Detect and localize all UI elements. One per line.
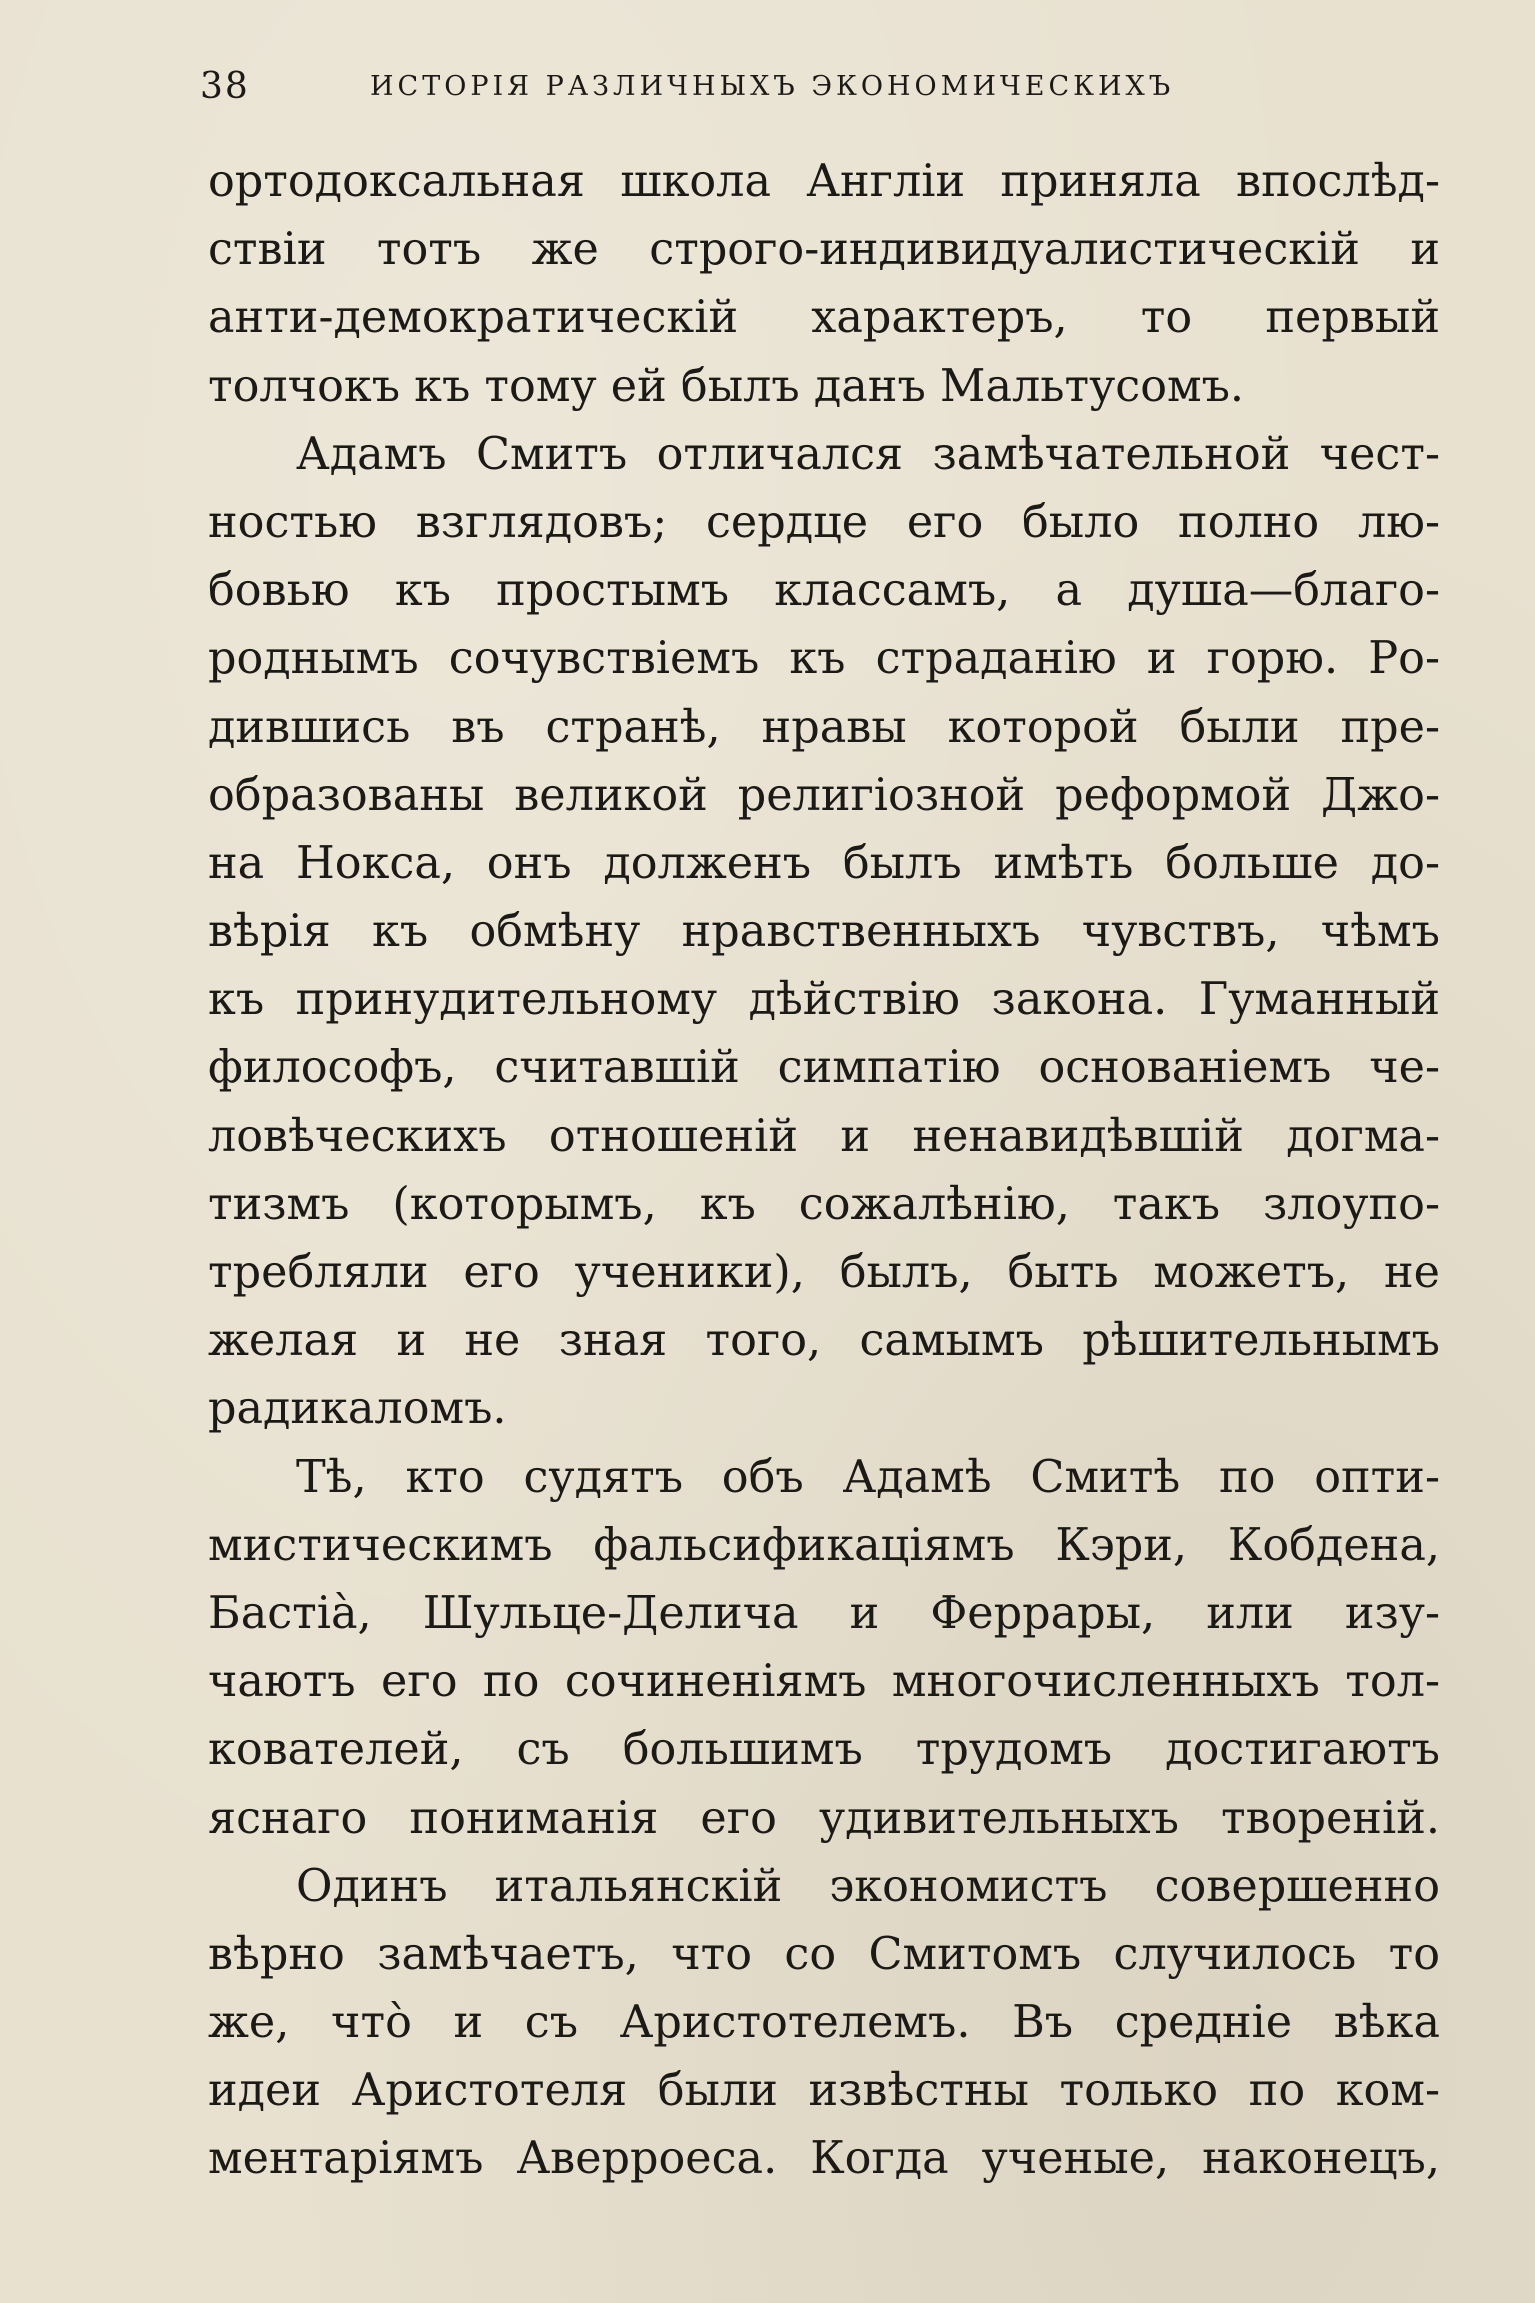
text-line: идеи Аристотеля были извѣстны только по ком-: [208, 2065, 1440, 2117]
text-line: ловѣческихъ отношеній и ненавидѣвшій догма-: [208, 1110, 1440, 1162]
text-line: тизмъ (которымъ, къ сожалѣнію, такъ злоупо-: [208, 1178, 1440, 1230]
text-line: вѣрія къ обмѣну нравственныхъ чувствъ, чѣмъ: [208, 906, 1440, 958]
text-line: анти-демократическій характеръ, то первый: [208, 292, 1440, 344]
text-line: желая и не зная того, самымъ рѣшительнымъ: [208, 1315, 1440, 1367]
text-line: дившись въ странѣ, нравы которой были пре-: [208, 701, 1440, 753]
text-line: чаютъ его по сочиненіямъ многочисленныхъ тол-: [208, 1656, 1440, 1708]
text-line: ментаріямъ Аверроеса. Когда ученые, наконецъ,: [208, 2133, 1440, 2185]
body-text: [208, 148, 1440, 2194]
text-line: толчокъ къ тому ей былъ данъ Мальтусомъ.: [208, 360, 1245, 412]
text-line: философъ, считавшій симпатію основаніемъ че-: [208, 1042, 1440, 1094]
text-line: Одинъ итальянскій экономистъ совершенно: [296, 1860, 1440, 1912]
text-line: ствіи тотъ же строго-индивидуалистическій и: [208, 224, 1440, 276]
text-line: яснаго пониманія его удивительныхъ твореній.: [208, 1792, 1440, 1844]
text-line: Бастіà, Шульце-Делича и Феррары, или изу-: [208, 1587, 1440, 1639]
text-line: же, чтò и съ Аристотелемъ. Въ средніе вѣка: [208, 1997, 1440, 2049]
running-head: [200, 56, 1440, 116]
text-line: ностью взглядовъ; сердце его было полно лю-: [208, 496, 1440, 548]
text-line: ортодоксальная школа Англіи приняла впослѣд-: [208, 156, 1440, 207]
text-line: кователей, съ большимъ трудомъ достигаютъ: [208, 1724, 1440, 1776]
page-number: 38: [200, 65, 250, 107]
text-line: мистическимъ фальсификаціямъ Кэри, Кобдена,: [208, 1519, 1440, 1571]
text-line: роднымъ сочувствіемъ къ страданію и горю. Ро-: [208, 633, 1440, 685]
text-line: требляли его ученики), былъ, быть можетъ, не: [208, 1247, 1440, 1298]
text-line: Тѣ, кто судятъ объ Адамѣ Смитѣ по опти-: [296, 1451, 1440, 1503]
text-line: бовью къ простымъ классамъ, а душа—благо-: [208, 565, 1440, 617]
text-line: вѣрно замѣчаетъ, что со Смитомъ случилось то: [208, 1928, 1440, 1980]
text-line: на Нокса, онъ долженъ былъ имѣть больше до-: [208, 837, 1440, 889]
text-line: Адамъ Смитъ отличался замѣчательной чест-: [296, 428, 1440, 480]
running-title: ИСТОРІЯ РАЗЛИЧНЫХЪ ЭКОНОМИЧЕСКИХЪ: [370, 70, 1175, 102]
text-line: образованы великой религіозной реформой Джо-: [208, 769, 1440, 821]
text-line: къ принудительному дѣйствію закона. Гуманный: [208, 974, 1440, 1026]
text-line: радикаломъ.: [208, 1383, 507, 1435]
